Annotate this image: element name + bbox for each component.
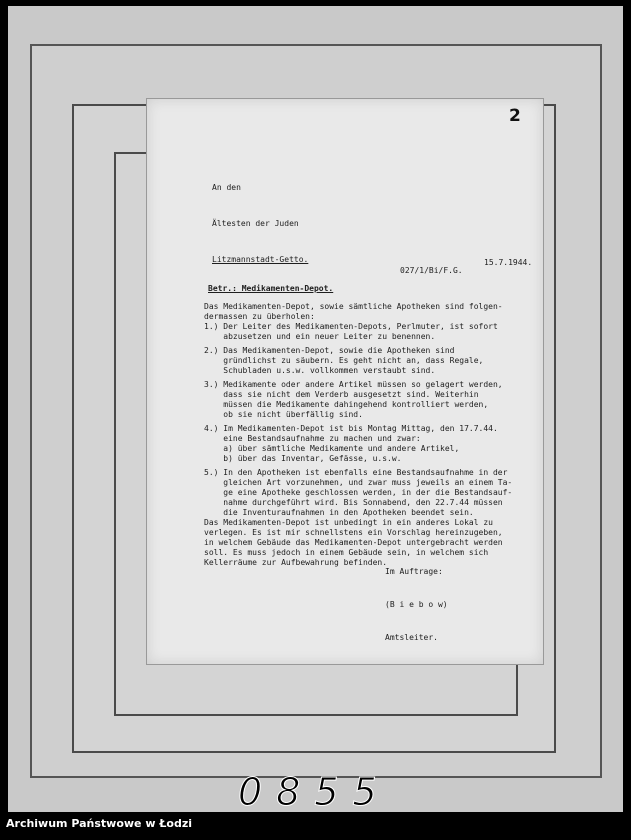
body-line: Kellerräume zur Aufbewahrung befinden.	[204, 558, 388, 567]
body-line: a) über sämtliche Medikamente und andere Artikel,	[204, 444, 460, 453]
body-line: abzusetzen und ein neuer Leiter zu benennen.	[204, 332, 436, 341]
body-line: 5.) In den Apotheken ist ebenfalls eine Bestandsaufnahme in der	[204, 468, 508, 477]
body-line: die Inventuraufnahmen in den Apotheken beendet sein.	[204, 508, 474, 517]
body-line: in welchem Gebäude das Medikamenten-Depot untergebracht werden	[204, 538, 503, 547]
signature-line-1: Im Auftrage:	[385, 567, 443, 576]
body-line: Das Medikamenten-Depot, sowie sämtliche Apotheken sind folgen-	[204, 302, 503, 311]
body-line: dass sie nicht dem Verderb ausgesetzt sind. Weiterhin	[204, 390, 479, 399]
body-line: 3.) Medikamente oder andere Artikel müssen so gelagert werden,	[204, 380, 503, 389]
address-block	[212, 158, 308, 278]
body-line: b) über das Inventar, Gefässe, u.s.w.	[204, 454, 402, 463]
signature-line-3: Amtsleiter.	[385, 633, 438, 642]
body-line: Das Medikamenten-Depot ist unbedingt in ein anderes Lokal zu	[204, 518, 493, 527]
body-line: verlegen. Es ist mir schnellstens ein Vorschlag hereinzugeben,	[204, 528, 503, 537]
page-number: 2	[509, 106, 521, 126]
archive-label: Archiwum Państwowe w Łodzi	[6, 817, 193, 830]
body-line: Schubladen u.s.w. vollkommen verstaubt sind.	[204, 366, 436, 375]
address-line-3: Litzmannstadt-Getto.	[212, 255, 309, 264]
frame-number: 0855	[238, 770, 391, 814]
body-line: 1.) Der Leiter des Medikamenten-Depots, Perlmuter, ist sofort	[204, 322, 498, 331]
signature-block	[385, 544, 448, 654]
body-line: ob sie nicht überfällig sind.	[204, 410, 363, 419]
body-line: eine Bestandsaufnahme zu machen und zwar:	[204, 434, 421, 443]
body-line: nahme durchgeführt wird. Bis Sonnabend, den 22.7.44 müssen	[204, 498, 503, 507]
letter-body	[204, 302, 534, 568]
letter-date: 15.7.1944.	[484, 258, 533, 267]
subject-line: Betr.: Medikamenten-Depot.	[208, 284, 334, 293]
body-line: müssen die Medikamente dahingehend kontrolliert werden,	[204, 400, 489, 409]
body-line: soll. Es muss jedoch in einem Gebäude sein, in welchem sich	[204, 548, 489, 557]
body-line: gleichen Art vorzunehmen, und zwar muss jeweils an einem Ta-	[204, 478, 513, 487]
body-line: dermassen zu überholen:	[204, 312, 315, 321]
address-line-2: Ältesten der Juden	[212, 219, 299, 228]
body-line: ge eine Apotheke geschlossen werden, in der die Bestandsauf-	[204, 488, 513, 497]
body-line: 4.) Im Medikamenten-Depot ist bis Montag Mittag, den 17.7.44.	[204, 424, 498, 433]
signature-line-2: (B i e b o w)	[385, 600, 448, 609]
body-line: 2.) Das Medikamenten-Depot, sowie die Apotheken sind	[204, 346, 455, 355]
reference-number: 027/1/Bi/F.G.	[400, 266, 463, 275]
body-line: gründlichst zu säubern. Es geht nicht an, dass Regale,	[204, 356, 484, 365]
address-line-1: An den	[212, 183, 241, 192]
